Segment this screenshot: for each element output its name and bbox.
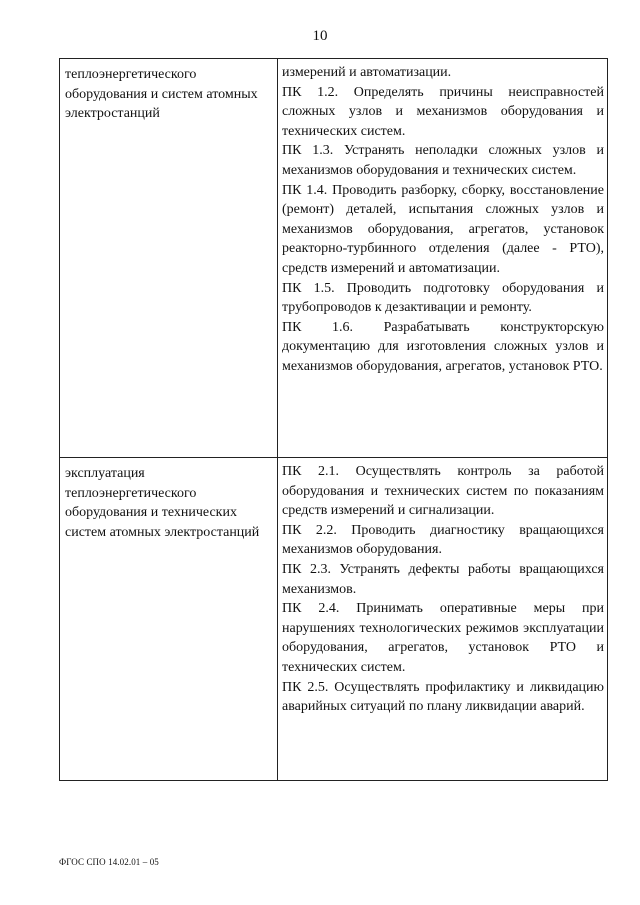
competency-item: ПК 2.4. Принимать оперативные меры при нарушениях технологических режимов эксплуатации оборудования, агрегатов, установок РТО и технических систем. bbox=[282, 601, 604, 675]
competency-item: ПК 1.3. Устранять неполадки сложных узлов и механизмов оборудования и технических систем. bbox=[282, 143, 604, 178]
competencies-cell bbox=[278, 59, 608, 458]
competency-item: ПК 1.4. Проводить разборку, сборку, восстановление (ремонт) деталей, испытания сложных узлов и механизмов оборудования, агрегатов, установок реакторно-турбинного отделения (далее - РТО), средств измерений и автоматизации. bbox=[282, 182, 604, 276]
table-row bbox=[60, 59, 608, 458]
competency-item: ПК 1.6. Разрабатывать конструкторскую документацию для изготовления сложных узлов и механизмов оборудования, агрегатов, установок РТО. bbox=[282, 319, 604, 374]
competency-item: ПК 2.2. Проводить диагностику вращающихся механизмов оборудования. bbox=[282, 522, 604, 558]
footer-code: ФГОС СПО 14.02.01 – 05 bbox=[59, 857, 159, 867]
activity-cell: теплоэнергетического оборудования и систем атомных электростанций bbox=[60, 59, 278, 458]
competencies-cell bbox=[278, 458, 608, 781]
table-row bbox=[60, 458, 608, 781]
competency-item: ПК 2.1. Осуществлять контроль за работой оборудования и технических систем по показаниям средств измерений и сигнализации. bbox=[282, 464, 604, 519]
competency-table bbox=[59, 58, 608, 781]
competency-item: ПК 1.2. Определять причины неисправностей сложных узлов и механизмов оборудования и технических систем. bbox=[282, 84, 604, 139]
activity-cell: эксплуатация теплоэнергетического оборудования и технических систем атомных электростанций bbox=[60, 458, 278, 781]
competency-item: ПК 1.5. Проводить подготовку оборудования и трубопроводов к дезактивации и ремонту. bbox=[282, 280, 604, 316]
page-number: 10 bbox=[312, 28, 328, 44]
competency-item: измерений и автоматизации. bbox=[282, 65, 452, 80]
competency-item: ПК 2.5. Осуществлять профилактику и ликвидацию аварийных ситуаций по плану ликвидации аварий. bbox=[282, 679, 604, 715]
competency-item: ПК 2.3. Устранять дефекты работы вращающихся механизмов. bbox=[282, 561, 604, 597]
